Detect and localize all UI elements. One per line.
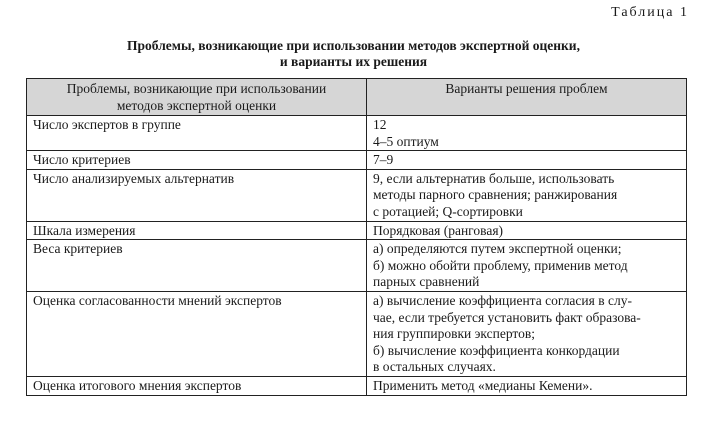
solution-cell: [367, 221, 687, 240]
solution-line: а) определяются путем экспертной оценки;: [373, 241, 622, 257]
title-line-1: Проблемы, возникающие при использовании методов экспертной оценки,: [127, 38, 580, 53]
solution-cell: [367, 240, 687, 292]
solution-cell: [367, 376, 687, 395]
solution-line: методы парного сравнения; ранжирования: [373, 187, 618, 203]
table-row: [27, 221, 687, 240]
solution-line: 4–5 оптиум: [373, 133, 439, 149]
header-problems-line-1: Проблемы, возникающие при использовании: [66, 81, 327, 96]
solution-line: 9, если альтернатив больше, использовать: [373, 170, 615, 186]
solution-line: б) можно обойти проблему, применив метод: [373, 257, 628, 273]
table-row: [27, 116, 687, 151]
solution-line: Применить метод «медианы Кемени».: [373, 377, 593, 393]
table-row: [27, 169, 687, 221]
solution-line: а) вычисление коэффициента согласия в слу-: [373, 292, 632, 308]
table-row: [27, 291, 687, 376]
table-row: [27, 376, 687, 395]
table-header-row: [27, 79, 687, 116]
solution-line: Порядковая (ранговая): [373, 222, 504, 238]
problem-cell: Веса критериев: [27, 240, 367, 292]
header-problems-line-2: методов экспертной оценки: [116, 97, 277, 113]
problem-cell: Число анализируемых альтернатив: [27, 169, 367, 221]
problem-cell: Шкала измерения: [27, 221, 367, 240]
solution-line: в остальных случаях.: [373, 359, 496, 375]
solution-cell: [367, 151, 687, 170]
solution-line: ния группировки экспертов;: [373, 326, 535, 342]
problem-cell: Оценка итогового мнения экспертов: [27, 376, 367, 395]
table-row: [27, 240, 687, 292]
table-label: Таблица 1: [611, 5, 689, 20]
problem-cell: Число экспертов в группе: [27, 116, 367, 151]
solution-line: б) вычисление коэффициента конкордации: [373, 342, 620, 358]
solution-line: 12: [373, 117, 387, 132]
solution-line: 7–9: [373, 152, 394, 168]
problems-table: [26, 78, 687, 396]
problem-cell: Число критериев: [27, 151, 367, 170]
solution-cell: [367, 169, 687, 221]
solution-line: с ротацией; Q-сортировки: [373, 203, 523, 219]
header-solutions: Варианты решения проблем: [367, 79, 687, 116]
problem-cell: Оценка согласованности мнений экспертов: [27, 291, 367, 376]
header-problems: [27, 79, 367, 116]
solution-cell: [367, 116, 687, 151]
title-line-2: и варианты их решения: [279, 54, 428, 69]
solution-cell: [367, 291, 687, 376]
solution-line: парных сравнений: [373, 274, 480, 290]
table-row: [27, 151, 687, 170]
solution-line: чае, если требуется установить факт образова-: [373, 309, 641, 325]
table-title: [0, 38, 707, 70]
